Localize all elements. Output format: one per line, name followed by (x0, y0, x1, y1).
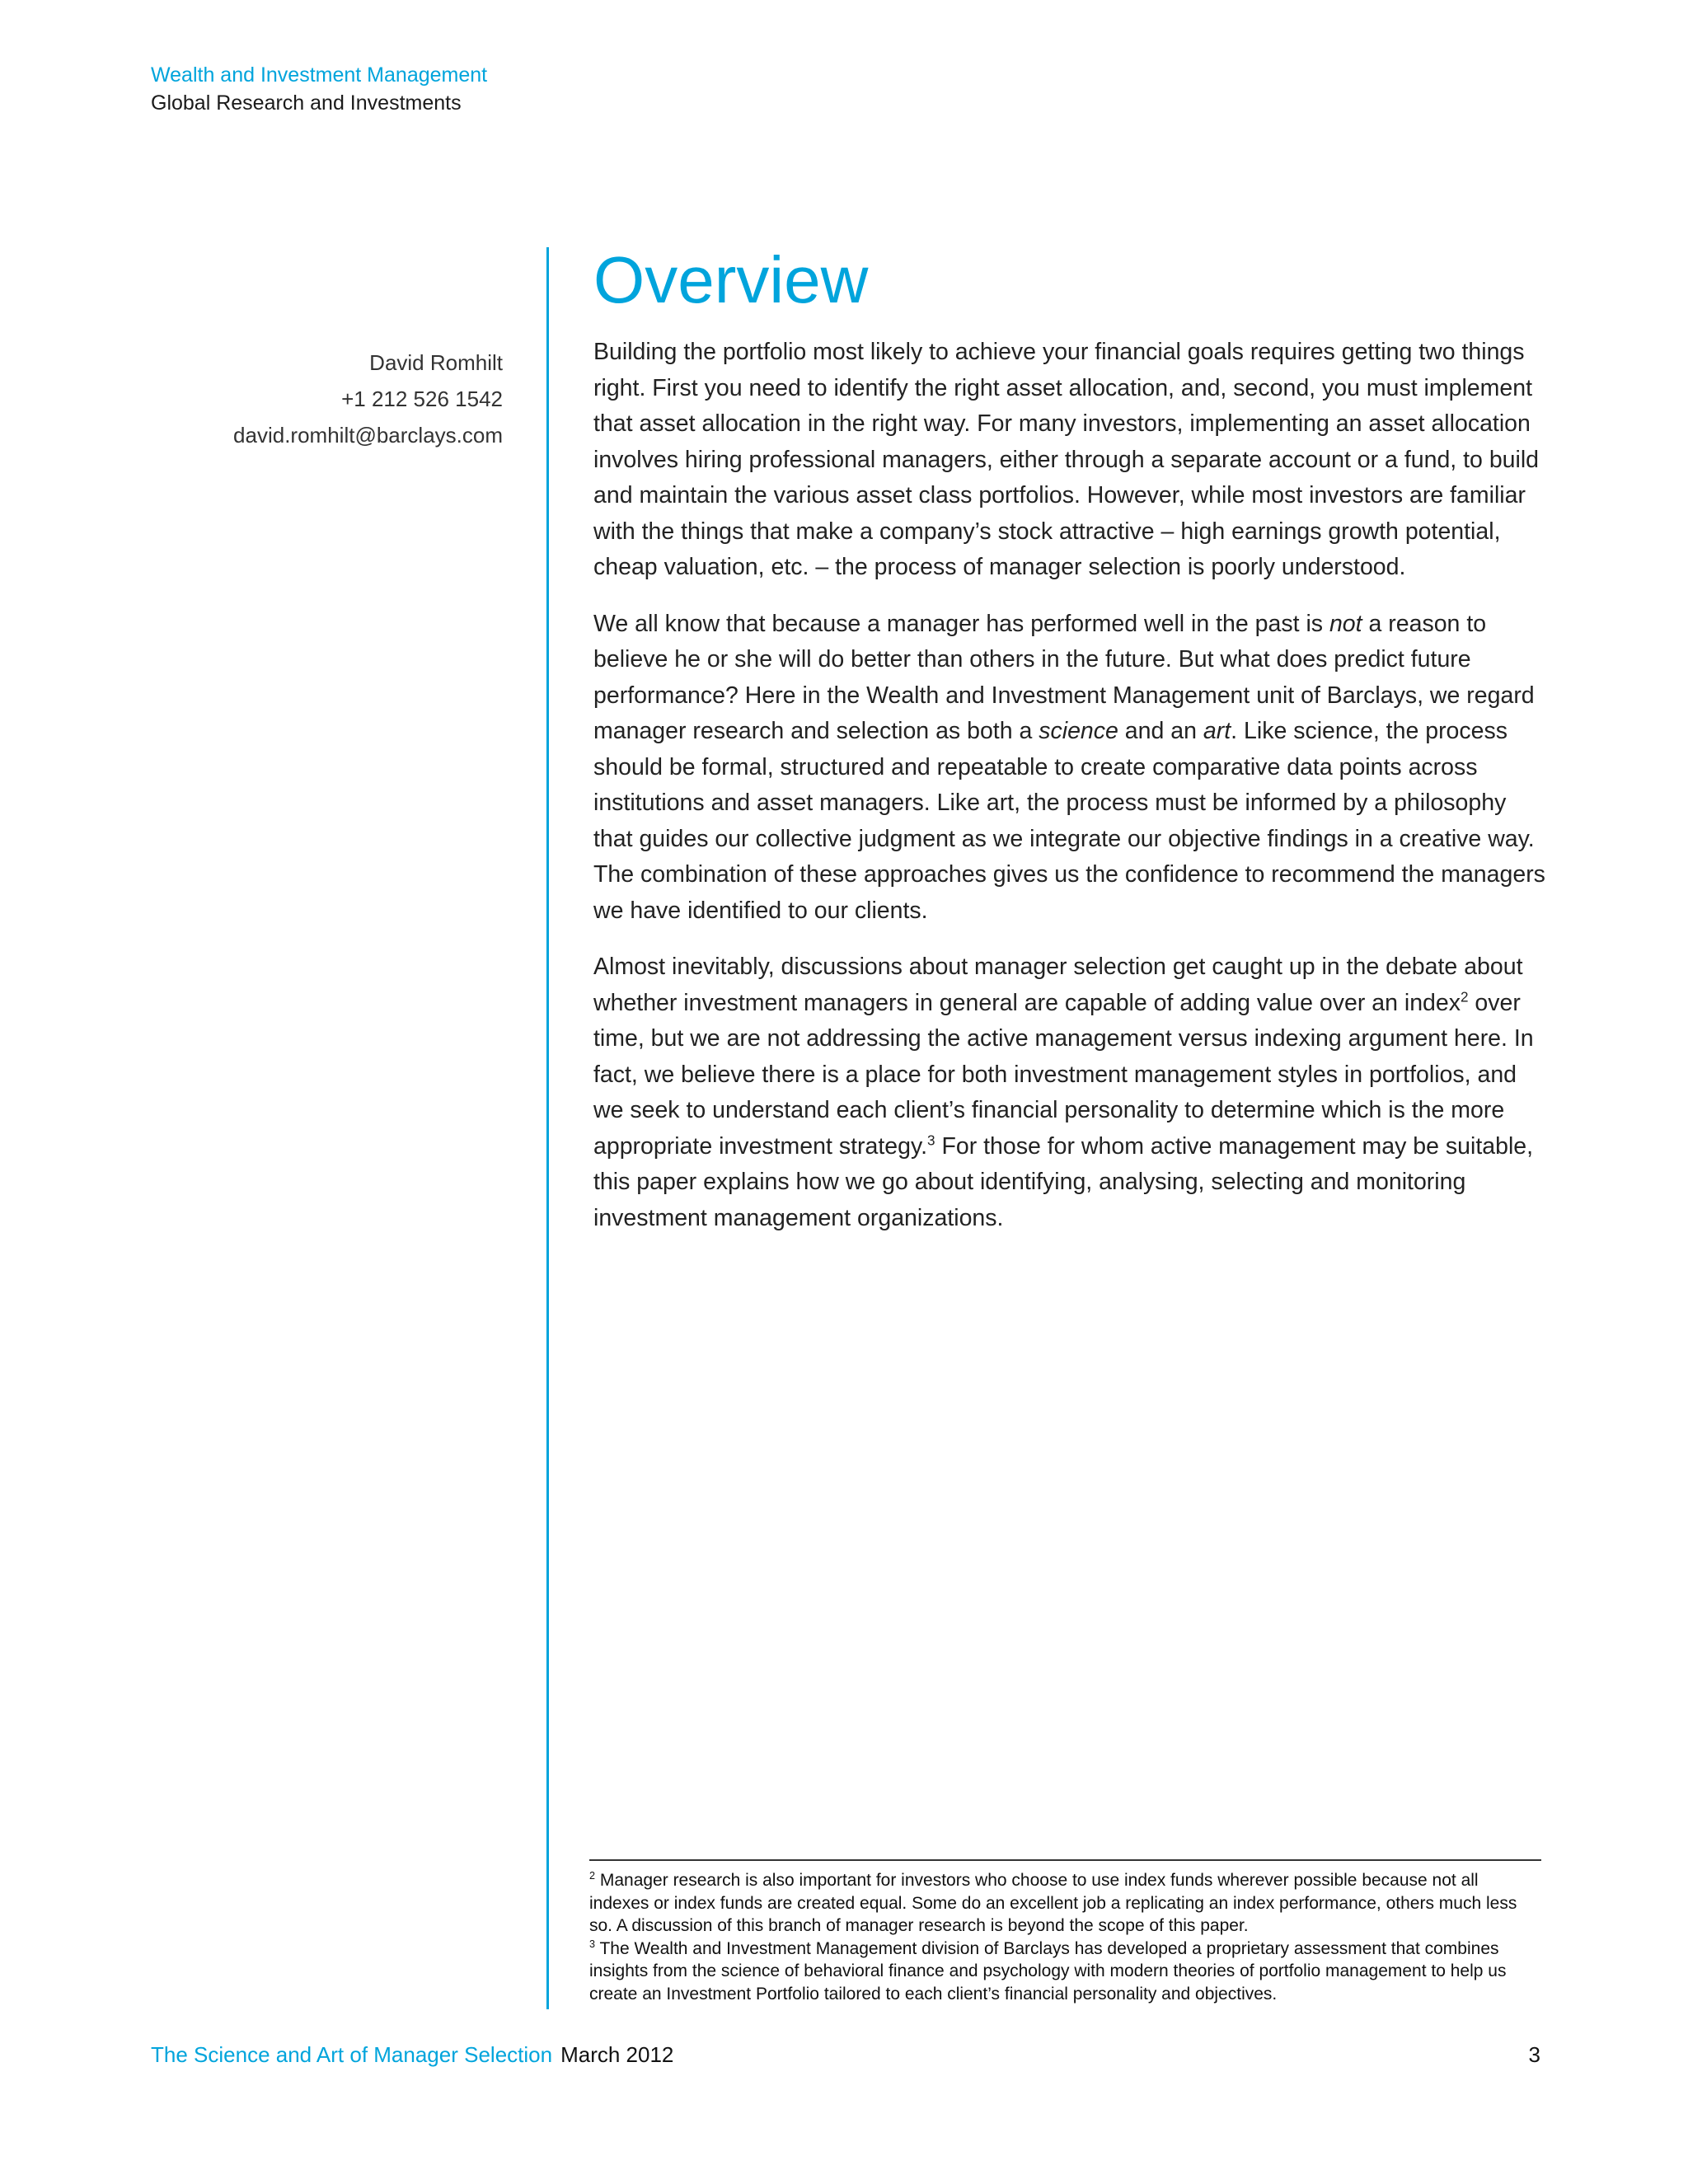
footnote-text: Manager research is also important for investors who choose to use index funds wherever possible because not all indexes or index funds are created equal. Some do an excellent job a replicating an index performance, others much less so. A discussion of this branch of manager research is beyond the scope of this paper. (589, 1871, 1517, 1935)
document-title: The Science and Art of Manager Selection (151, 2042, 553, 2067)
paragraph-1: Building the portfolio most likely to achieve your financial goals requires getting two things right. First you need to identify the right asset allocation, and, second, you must implement that asset allocation in the right way. For many investors, implementing an asset allocation involves hiring professional managers, either through a separate account or a fund, to build and maintain the various asset class portfolios. However, while most investors are familiar with the things that make a company’s stock attractive – high earnings growth potential, cheap valuation, etc. – the process of manager selection is poorly understood. (593, 339, 1540, 580)
footnote-ref-2: 2 (1461, 989, 1469, 1005)
footnote-ref-3: 3 (927, 1132, 935, 1148)
footnote-number: 2 (589, 1870, 596, 1882)
page-header (151, 61, 487, 117)
paragraph-2-text-d: . Like science, the process should be formal, structured and repeatable to create comparative data points across institutions and asset managers. Like art, the process must be informed by a philosophy that guides our collective judgment as we integrate our objective findings in a creative way. The combination of these approaches gives us the confidence to recommend the managers we have identified to our clients. (593, 718, 1545, 924)
paragraph-3-text-a: Almost inevitably, discussions about manager selection get caught up in the debate about whether investment managers in general are capable of adding value over an index (593, 954, 1523, 1016)
author-block (233, 344, 503, 453)
footnote-number: 3 (589, 1938, 596, 1950)
author-name: David Romhilt (369, 350, 503, 375)
paragraph-3-text-c: For those for whom active management may be suitable, this paper explains how we go about identifying, analysing, selecting and monitoring investment management organizations. (593, 1132, 1534, 1231)
paragraph-2 (593, 607, 1545, 930)
paragraph-2-text-b: a reason to believe he or she will do better than others in the future. But what does predict future performance? Here in the Wealth and Investment Management unit of Barclays, we regard manager research and selection as both a (593, 610, 1535, 744)
page-number: 3 (1528, 2042, 1540, 2067)
paragraph-2-text-a: We all know that because a manager has performed well in the past is (593, 610, 1329, 637)
paragraph-3 (593, 949, 1545, 1236)
division-name: Global Research and Investments (151, 91, 462, 115)
footnotes (589, 1859, 1541, 2005)
page-title: Overview (593, 243, 869, 316)
author-email: david.romhilt@barclays.com (233, 423, 503, 448)
page-footer (151, 2042, 1540, 2068)
vertical-divider (546, 247, 549, 2009)
footnote-text: The Wealth and Investment Management division of Barclays has developed a proprietary assessment that combines insights from the science of behavioral finance and psychology with modern theories of portfolio management to help us create an Investment Portfolio tailored to each client’s financial personality and objectives. (589, 1938, 1507, 2004)
paragraph-3-text-b: over time, but we are not addressing the active management versus indexing argument here. In fact, we believe there is a place for both investment management styles in portfolios, and we seek to understand each client’s financial personality to determine which is the more appropriate investment strategy. (593, 989, 1534, 1160)
footnote (589, 1938, 1541, 2006)
emphasis-science: science (1039, 718, 1118, 744)
author-phone: +1 212 526 1542 (341, 387, 503, 411)
document-date: March 2012 (560, 2042, 674, 2067)
emphasis-art: art (1203, 718, 1231, 744)
main-content (593, 239, 1545, 1257)
brand-name: Wealth and Investment Management (151, 63, 488, 87)
footnote (589, 1869, 1541, 1938)
paragraph-2-text-c: and an (1118, 718, 1203, 744)
emphasis-not: not (1329, 610, 1362, 637)
